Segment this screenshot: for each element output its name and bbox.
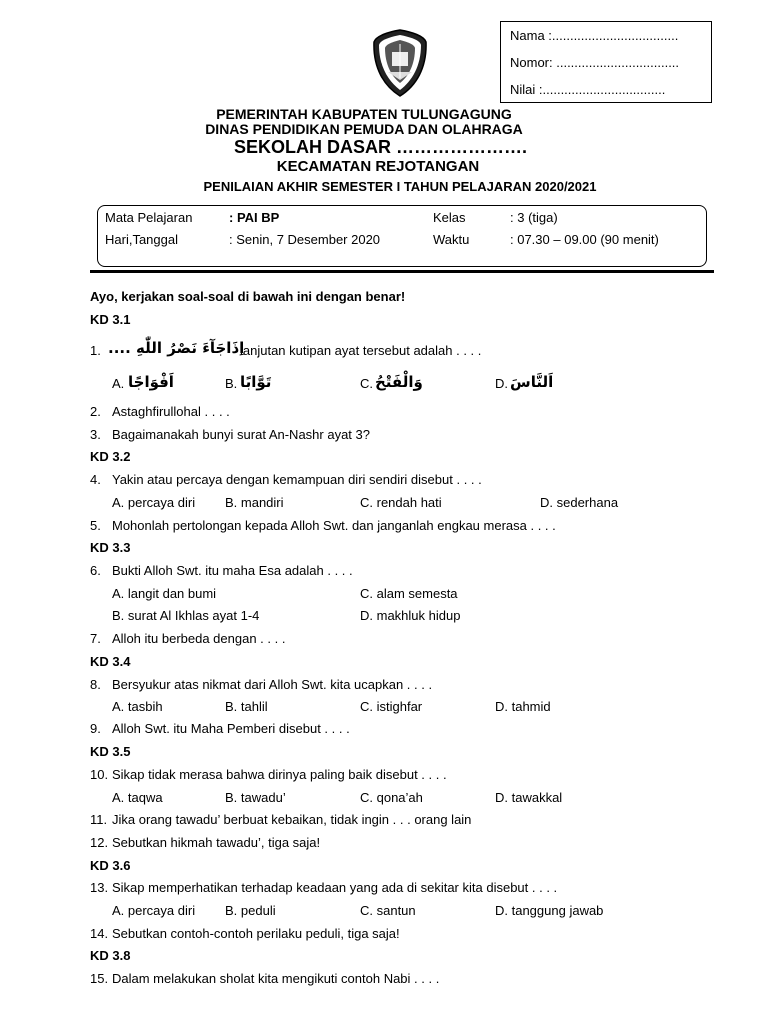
question-text: Sebutkan contoh-contoh perilaku peduli, tiga saja! [112, 926, 400, 941]
option-b: B. tahlil [225, 699, 268, 714]
question-text: Astaghfirullohal . . . . [112, 404, 230, 419]
hari-value: : Senin, 7 Desember 2020 [229, 232, 381, 247]
mapel-value: : PAI BP [229, 210, 280, 225]
option-b-letter: B. [225, 376, 238, 391]
question-text: Dalam melakukan sholat kita mengikuti contoh Nabi . . . . [112, 971, 440, 986]
question-text: Sebutkan hikmah tawadu’, tiga saja! [112, 835, 321, 850]
question-text: Bukti Alloh Swt. itu maha Esa adalah . . . . [112, 563, 353, 578]
option-c: C. qona’ah [360, 790, 423, 805]
question-number: 6. [90, 563, 101, 578]
nilai-field: Nilai :.................................. [510, 82, 666, 97]
nama-field: Nama :................................... [510, 28, 679, 43]
instruction: Ayo, kerjakan soal-soal di bawah ini dengan benar! [90, 289, 406, 304]
question-number: 1. [90, 343, 101, 358]
option-b: B. peduli [225, 903, 276, 918]
waktu-value: : 07.30 – 09.00 (90 menit) [510, 232, 659, 247]
option-d-letter: D. [495, 376, 508, 391]
option-c: C. istighfar [360, 699, 423, 714]
question-text: Alloh itu berbeda dengan . . . . [112, 631, 286, 646]
kd-heading-3-5: KD 3.5 [90, 744, 131, 759]
option-b: B. tawadu’ [225, 790, 286, 805]
header-divider [90, 270, 714, 273]
question-text: Mohonlah pertolongan kepada Alloh Swt. dan janganlah engkau merasa . . . . [112, 518, 556, 533]
option-a: A. percaya diri [112, 495, 196, 510]
question-number: 13. [90, 880, 109, 895]
header-pemerintah: PEMERINTAH KABUPATEN TULUNGAGUNG [216, 106, 512, 122]
question-text: Sikap tidak merasa bahwa dirinya paling baik disebut . . . . [112, 767, 447, 782]
question-number: 4. [90, 472, 101, 487]
question-text: Yakin atau percaya dengan kemampuan diri sendiri disebut . . . . [112, 472, 482, 487]
waktu-label: Waktu [433, 232, 470, 247]
option-a-letter: A. [112, 376, 125, 391]
option-d-arabic: اَلنَّاسَ [510, 373, 554, 391]
option-c-arabic: وَالْفَتْحُ [375, 373, 423, 391]
option-c: C. rendah hati [360, 495, 442, 510]
option-a-arabic: اَفْوَاجًا [128, 373, 174, 391]
option-c: C. santun [360, 903, 416, 918]
question-number: 9. [90, 721, 101, 736]
kd-heading-3-4: KD 3.4 [90, 654, 131, 669]
question-number: 12. [90, 835, 109, 850]
nomor-field: Nomor: .................................. [510, 55, 680, 70]
option-c-letter: C. [360, 376, 373, 391]
exam-info-box [97, 205, 707, 267]
kd-heading-3-2: KD 3.2 [90, 449, 131, 464]
question-text: Jika orang tawadu’ berbuat kebaikan, tidak ingin . . . orang lain [112, 812, 472, 827]
question-text: Alloh Swt. itu Maha Pemberi disebut . . . . [112, 721, 350, 736]
option-c: C. alam semesta [360, 586, 458, 601]
question-text: Sikap memperhatikan terhadap keadaan yang ada di sekitar kita disebut . . . . [112, 880, 558, 895]
q1-arabic-verse: اِذَاجَآءَ نَصْرُ اللّٰهِ .... [108, 339, 245, 357]
hari-label: Hari,Tanggal [105, 232, 178, 247]
mapel-label: Mata Pelajaran [105, 210, 193, 225]
question-number: 14. [90, 926, 109, 941]
question-text: lanjutan kutipan ayat tersebut adalah . . . . [240, 343, 482, 358]
option-a: A. taqwa [112, 790, 163, 805]
kd-heading-3-3: KD 3.3 [90, 540, 131, 555]
header-dinas: DINAS PENDIDIKAN PEMUDA DAN OLAHRAGA [205, 121, 523, 137]
kd-heading-3-8: KD 3.8 [90, 948, 131, 963]
regency-emblem-logo [370, 28, 430, 98]
kelas-value: : 3 (tiga) [510, 210, 558, 225]
option-a: A. tasbih [112, 699, 163, 714]
question-number: 15. [90, 971, 109, 986]
option-d: D. tawakkal [495, 790, 563, 805]
question-text: Bagaimanakah bunyi surat An-Nashr ayat 3? [112, 427, 370, 442]
option-b: B. mandiri [225, 495, 284, 510]
question-number: 7. [90, 631, 101, 646]
option-d: D. tahmid [495, 699, 551, 714]
question-number: 2. [90, 404, 101, 419]
question-text: Bersyukur atas nikmat dari Alloh Swt. kita ucapkan . . . . [112, 677, 433, 692]
option-d: D. makhluk hidup [360, 608, 461, 623]
option-b: B. surat Al Ikhlas ayat 1-4 [112, 608, 260, 623]
question-number: 11. [90, 812, 108, 827]
kd-heading-3-1: KD 3.1 [90, 312, 131, 327]
option-a: A. percaya diri [112, 903, 196, 918]
student-identity-box [500, 21, 712, 103]
option-b-arabic: تَوَّابًا [240, 373, 272, 391]
question-number: 3. [90, 427, 101, 442]
option-d: D. tanggung jawab [495, 903, 604, 918]
header-kecamatan: KECAMATAN REJOTANGAN [276, 158, 480, 175]
header-sekolah: SEKOLAH DASAR …………………. [234, 137, 528, 157]
question-number: 8. [90, 677, 101, 692]
kd-heading-3-6: KD 3.6 [90, 858, 131, 873]
question-number: 5. [90, 518, 101, 533]
kelas-label: Kelas [433, 210, 466, 225]
header-penilaian: PENILAIAN AKHIR SEMESTER I TAHUN PELAJARAN 2020/2021 [203, 179, 597, 194]
option-a: A. langit dan bumi [112, 586, 217, 601]
option-d: D. sederhana [540, 495, 619, 510]
question-number: 10. [90, 767, 109, 782]
